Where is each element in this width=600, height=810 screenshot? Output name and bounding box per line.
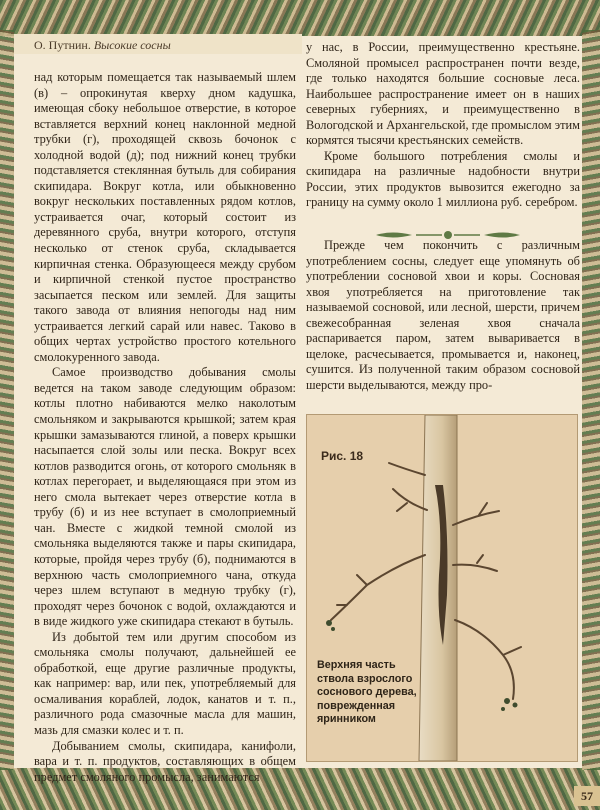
paragraph: над которым помещается так называемый шлем (в) – опрокинутая кверху дном кадушка, имеющая сбоку небольшое отверстие, в которое вставляется верхний конец наклонной медной трубки (г), проходящей сквозь бочонок с холодной водой (д); под нижний конец трубки подставляется стеклянная бутыль для собирания скипидара. Вокруг котла, или обыкновенно вокруг нескольких поставленных рядом котлов, устраивается очаг, который состоит из деревянного сруба, внутри которого, отступя несколько от стенок сруба, складывается кирпичная стенка. Образующееся между срубом и кирпичной стенкой пустое пространство засыпается песком или землей. Для защиты такого завода от влияния непогоды над ним устраивается легкий сарай или навес. Таково в общих чертах устройство простого котельного смолокуренного завода. xyxy=(34,70,296,364)
right-column-bottom xyxy=(306,238,580,393)
page-number: 57 xyxy=(574,786,600,806)
paragraph: Добыванием смолы, скипидара, канифоли, вара и т. п. продуктов, составляющих в общем предмет смоляного промысла, занимаются xyxy=(34,738,296,784)
running-head xyxy=(34,38,171,53)
pine-border-right xyxy=(582,30,600,770)
figure-18 xyxy=(306,414,578,762)
paragraph: Кроме большого потребления смолы и скипидара на различные надобности внутри России, этих продуктов вывозится ежегодно за границу на сумму около 1 миллиона руб. серебром. xyxy=(306,148,580,210)
paragraph: Прежде чем покончить с различным употреблением сосны, следует еще упомянуть об употреблении сосновой хвои и коры. Сосновая хвоя употребляется на приготовление так называемой сосновой, или лесной, шерсти, причем свежесобранная зеленая хвоя сначала распаривается паром, затем вываривается в щелоке, расчесывается, промывается и, наконец, сушится. Из полученной таким образом сосновой шерсти выделываются, между про- xyxy=(306,238,580,392)
paragraph: Из добытой тем или другим способом из смольняка смолы получают, дальнейшей ее обработкой, еще другие различные продукты, как например: вар, или пек, употребляемый для осмаливания кораблей, лодок, канатов и т. п., различного рода смазочные масла для машин, мазь для смазки колес и т. п. xyxy=(34,629,296,737)
header-title: Высокие сосны xyxy=(93,38,171,52)
pine-border-left xyxy=(0,30,14,770)
paragraph: Самое производство добывания смолы ведется на таком заводе следующим образом: котлы плотно набиваются мелко наколотым смольняком и закрываются крышкой; затем края крышки замазываются глиной, а поверх крышки насыпается слой золы или песка. Вокруг всех котлов разводится огонь, от которого смольняк в котлах перегорает, и выделяющаяся при этом из него смола вытекает через отверстие котла в трубу (б) и из нее вступает в смолоприемный чан. Вместе с жидкой темной смолой из смольняка выделяются также и пары скипидара, которые, пройдя через трубу (б), поднимаются в верхнюю часть смолоприемного чана, откуда через шлем вступают в медную трубку (г), проходят через бочонок с водой, охлаждаются и в виде жидкого уже скипидара стекают в бутыль. xyxy=(34,365,296,629)
figure-caption: Верхняя часть ствола взрослого соснового дерева, поврежденная яринником xyxy=(317,659,417,726)
right-column-top xyxy=(306,40,580,211)
left-column xyxy=(34,70,296,785)
pine-border-top xyxy=(0,0,600,36)
header-author: О. Путнин. xyxy=(34,38,91,52)
figure-label: Рис. 18 xyxy=(321,449,364,463)
paragraph: у нас, в России, преимущественно крестьяне. Смоляной промысел распространен почти везде, где только находятся большие сосновые леса. Наибольшее распространение имеет он в наших северных губерниях, и преимущественно в Вологодской и Архангельской, где промыслом этим кормятся тысячи крестьянских семейств. xyxy=(306,40,580,148)
